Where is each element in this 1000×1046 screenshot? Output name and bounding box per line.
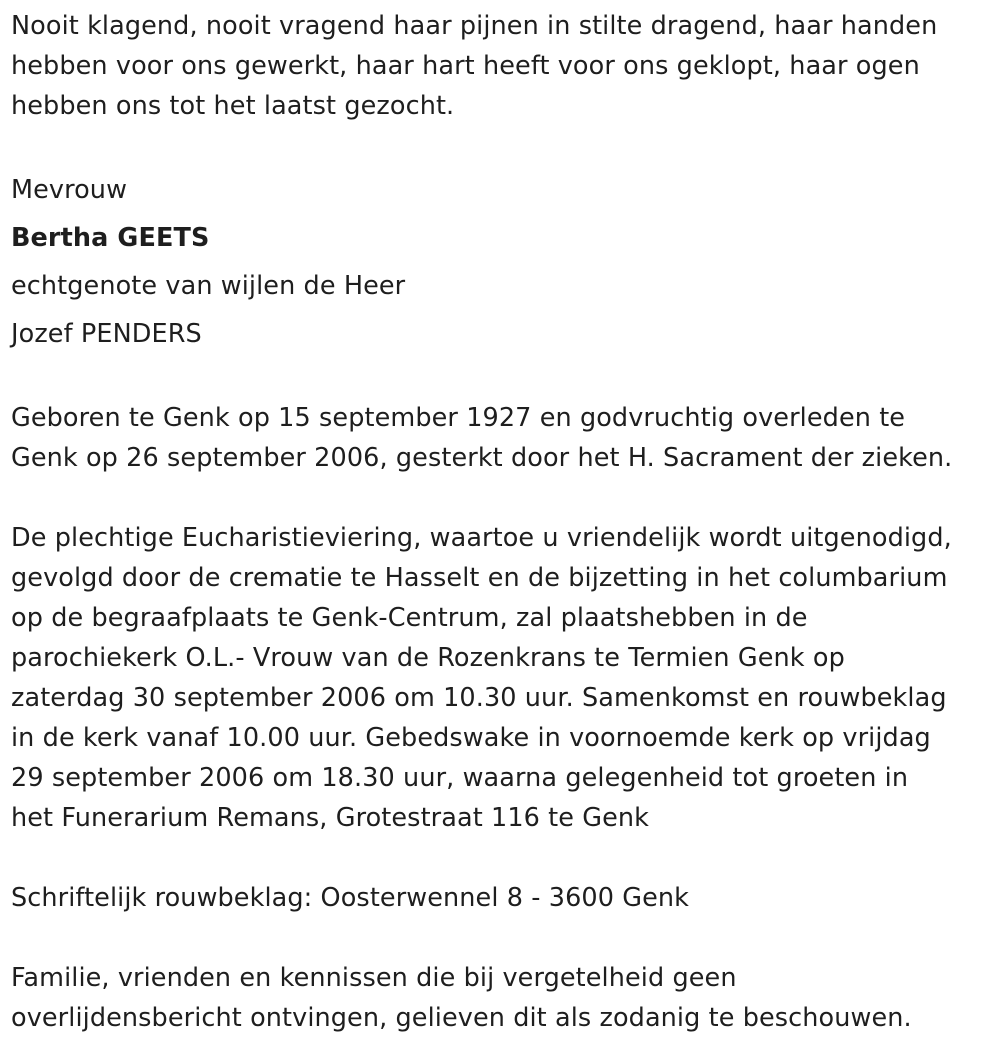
closing-paragraph	[11, 958, 993, 1038]
deceased-block	[11, 166, 993, 358]
poem-line: Nooit klagend, nooit vragend haar pijnen in stilte dragend, haar handen	[11, 11, 938, 41]
deceased-title: Mevrouw	[11, 175, 128, 205]
ceremony-line: op de begraafplaats te Genk-Centrum, zal plaatshebben in de	[11, 603, 808, 633]
ceremony-line: 29 september 2006 om 18.30 uur, waarna gelegenheid tot groeten in	[11, 763, 909, 793]
ceremony-line: het Funerarium Remans, Grotestraat 116 te Genk	[11, 803, 650, 833]
birth-death-line: Genk op 26 september 2006, gesterkt door het H. Sacrament der zieken.	[11, 443, 953, 473]
poem-line: hebben voor ons gewerkt, haar hart heeft voor ons geklopt, haar ogen	[11, 51, 920, 81]
closing-line: overlijdensbericht ontvingen, gelieven dit als zodanig te beschouwen.	[11, 1003, 912, 1033]
deceased-relation: echtgenote van wijlen de Heer	[11, 271, 406, 301]
poem-line: hebben ons tot het laatst gezocht.	[11, 91, 455, 121]
deceased-name: Bertha GEETS	[11, 223, 210, 253]
ceremony-line: parochiekerk O.L.- Vrouw van de Rozenkrans te Termien Genk op	[11, 643, 845, 673]
closing-line: Familie, vrienden en kennissen die bij vergetelheid geen	[11, 963, 737, 993]
ceremony-line: De plechtige Eucharistieviering, waartoe u vriendelijk wordt uitgenodigd,	[11, 523, 952, 553]
birth-death-paragraph	[11, 398, 993, 478]
ceremony-line: zaterdag 30 september 2006 om 10.30 uur. Samenkomst en rouwbeklag	[11, 683, 947, 713]
birth-death-line: Geboren te Genk op 15 september 1927 en godvruchtig overleden te	[11, 403, 906, 433]
ceremony-paragraph	[11, 518, 993, 838]
poem-paragraph	[11, 6, 993, 126]
obituary-text	[11, 6, 993, 1038]
ceremony-line: gevolgd door de crematie te Hasselt en de bijzetting in het columbarium	[11, 563, 948, 593]
ceremony-line: in de kerk vanaf 10.00 uur. Gebedswake in voornoemde kerk op vrijdag	[11, 723, 931, 753]
spouse-name: Jozef PENDERS	[11, 319, 202, 349]
condolence-address: Schriftelijk rouwbeklag: Oosterwennel 8 - 3600 Genk	[11, 883, 690, 913]
